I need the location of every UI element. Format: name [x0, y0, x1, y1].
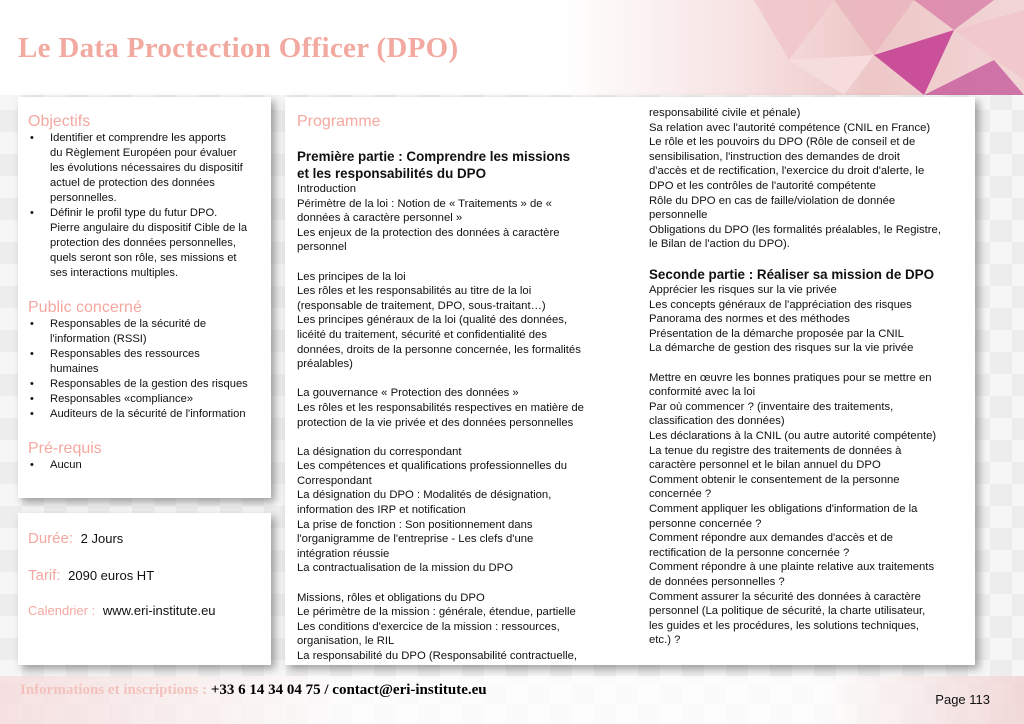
audience-list — [28, 317, 268, 422]
price-value: 2090 euros HT — [68, 568, 155, 583]
programme-line: Missions, rôles et obligations du DPO — [297, 591, 485, 604]
audience-heading: Public concerné — [28, 299, 142, 316]
programme-part-heading: Première partie : Comprendre les missions — [297, 149, 571, 164]
list-item-line: • Identifier et comprendre les apports — [50, 132, 226, 144]
programme-line: organisation, le RIL — [297, 635, 395, 648]
programme-line: Par où commencer ? (inventaire des traitements, — [649, 400, 894, 413]
programme-line: conformité avec la loi — [649, 386, 756, 399]
programme-line: protection de la vie privée et des données personnelles — [297, 416, 574, 429]
list-item-line: ses interactions multiples. — [50, 267, 179, 279]
list-item-line: • Responsables de la gestion des risques — [50, 378, 248, 390]
list-item-line: l'information (RSSI) — [50, 333, 147, 345]
programme-column-2 — [649, 106, 971, 648]
list-item-line: • Définir le profil type du futur DPO. — [50, 207, 218, 219]
programme-line: données, droits de la personne concernée, les formalités — [297, 343, 581, 356]
programme-line: Les principes de la loi — [297, 270, 406, 283]
programme-line: Rôle du DPO en cas de faille/violation de donnée — [649, 194, 896, 207]
list-item — [28, 458, 268, 473]
programme-line: Présentation de la démarche proposée par la CNIL — [649, 327, 904, 340]
objectives-heading: Objectifs — [28, 113, 91, 130]
calendar-link[interactable]: www.eri-institute.eu — [102, 603, 216, 618]
programme-line: Comment assurer la sécurité des données à caractère — [649, 590, 921, 603]
list-item-line: • Auditeurs de la sécurité de l'information — [50, 408, 246, 420]
list-item-line: • Responsables «compliance» — [50, 393, 194, 405]
programme-line: Mettre en œuvre les bonnes pratiques pour se mettre en — [649, 371, 932, 384]
pricing-panel — [18, 513, 271, 665]
programme-line: Comment appliquer les obligations d'information de la — [649, 502, 918, 515]
programme-panel — [285, 97, 975, 665]
programme-line: d'accès et de rectification, l'exercice du droit d'alerte, le — [649, 165, 925, 178]
programme-line: La responsabilité du DPO (Responsabilité contractuelle, — [297, 650, 578, 662]
decorative-polygons — [694, 0, 1024, 95]
programme-line: responsabilité civile et pénale) — [649, 107, 801, 119]
programme-line: l'organigramme de l'entreprise - Les clefs d'une — [297, 533, 534, 546]
programme-line: Obligations du DPO (les formalités préalables, le Registre, — [649, 223, 941, 236]
programme-line: Les rôles et les responsabilités respectives en matière de — [297, 401, 584, 414]
programme-line: La désignation du correspondant — [297, 445, 462, 458]
list-item-line: quels seront son rôle, ses missions et — [50, 252, 237, 264]
programme-line: personne concernée ? — [649, 517, 762, 530]
programme-line: Correspondant — [297, 474, 372, 487]
programme-line: Les principes généraux de la loi (qualité des données, — [297, 314, 568, 327]
programme-line: Le rôle et les pouvoirs du DPO (Rôle de conseil et de — [649, 136, 916, 149]
list-item-line: protection des données personnelles, — [50, 237, 236, 249]
programme-heading: Programme — [297, 113, 381, 130]
list-item — [28, 377, 268, 392]
price-row — [28, 567, 154, 584]
programme-line: classification des données) — [649, 415, 785, 428]
spacer — [649, 356, 971, 371]
list-item-line: les évolutions nécessaires du dispositif — [50, 162, 243, 174]
list-item-line: du Règlement Européen pour évaluer — [50, 147, 237, 159]
programme-line: La démarche de gestion des risques sur la vie privée — [649, 342, 914, 355]
programme-line: caractère personnel et le bilan annuel du DPO — [649, 459, 881, 472]
programme-part-heading: Seconde partie : Réaliser sa mission de DPO — [649, 266, 935, 282]
page-number: Page 113 — [935, 692, 990, 707]
programme-line: Le périmètre de la mission : générale, étendue, partielle — [297, 606, 576, 619]
prerequisites-heading: Pré-requis — [28, 440, 102, 457]
list-item-line: • Responsables de la sécurité de — [50, 318, 207, 330]
programme-line: Les conditions d'exercice de la mission : ressources, — [297, 620, 560, 633]
list-item-line: humaines — [50, 363, 99, 375]
programme-line: licéité du traitement, sécurité et confidentialité des — [297, 328, 547, 341]
programme-line: les guides et les procédures, les solutions techniques, — [649, 619, 920, 632]
list-item — [28, 206, 268, 281]
programme-line: DPO et les contrôles de l'autorité compétente — [649, 179, 876, 192]
programme-line: Les enjeux de la protection des données à caractère — [297, 226, 560, 239]
contact-footer — [20, 682, 487, 699]
spacer — [297, 372, 637, 387]
programme-line: Sa relation avec l'autorité compétence (CNIL en France) — [649, 121, 931, 134]
programme-part-heading: et les responsabilités du DPO — [297, 165, 487, 181]
programme-line: données à caractère personnel » — [297, 212, 463, 225]
list-item-line: personnelles. — [50, 192, 117, 204]
programme-line: sensibilisation, l'instruction des demandes de droit — [649, 150, 900, 163]
programme-line: intégration réussie — [297, 547, 390, 560]
programme-line: personnelle — [649, 209, 708, 222]
contact-label: Informations et inscriptions : — [20, 682, 208, 698]
spacer — [649, 252, 971, 267]
programme-line: de données personnelles ? — [649, 575, 785, 588]
list-item — [28, 131, 268, 206]
calendar-label: Calendrier : — [28, 603, 96, 618]
programme-line: Comment répondre à une plainte relative aux traitements — [649, 561, 935, 574]
programme-line: concernée ? — [649, 488, 712, 501]
contact-value[interactable]: +33 6 14 34 04 75 / contact@eri-institute.eu — [210, 682, 487, 698]
spacer — [297, 430, 637, 445]
duration-row — [28, 530, 123, 547]
prerequisites-list — [28, 458, 268, 473]
programme-line: Les rôles et les responsabilités au titre de la loi — [297, 285, 532, 298]
list-item-line: actuel de protection des données — [50, 177, 215, 189]
programme-line: Panorama des normes et des méthodes — [649, 313, 850, 326]
programme-line: Comment répondre aux demandes d'accès et de — [649, 532, 893, 545]
list-item — [28, 317, 268, 347]
programme-column-1 — [297, 149, 637, 664]
programme-line: La gouvernance « Protection des données » — [297, 387, 519, 400]
programme-line: La désignation du DPO : Modalités de désignation, — [297, 489, 552, 502]
programme-line: Les déclarations à la CNIL (ou autre autorité compétente) — [649, 429, 937, 442]
price-label: Tarif: — [28, 567, 61, 584]
spacer — [297, 255, 637, 270]
list-item — [28, 407, 268, 422]
duration-value: 2 Jours — [80, 531, 124, 546]
programme-line: Introduction — [297, 183, 357, 195]
objectives-panel — [18, 97, 271, 498]
programme-line: La prise de fonction : Son positionnement dans — [297, 518, 533, 531]
programme-line: etc.) ? — [649, 634, 681, 647]
programme-line: Périmètre de la loi : Notion de « Traitements » de « — [297, 197, 552, 210]
objectives-list — [28, 131, 268, 281]
programme-line: information des IRP et notification — [297, 504, 466, 517]
programme-line: personnel (La politique de sécurité, la charte utilisateur, — [649, 605, 926, 618]
calendar-row — [28, 603, 216, 618]
programme-line: Les compétences et qualifications professionnelles du — [297, 460, 568, 473]
programme-line: Apprécier les risques sur la vie privée — [649, 284, 837, 297]
programme-line: La tenue du registre des traitements de données à — [649, 444, 902, 457]
programme-line: (responsable de traitement, DPO, sous-traitant…) — [297, 299, 546, 312]
list-item-line: • Responsables des ressources — [50, 348, 200, 360]
programme-line: La contractualisation de la mission du DPO — [297, 562, 514, 575]
page-title: Le Data Proctection Officer (DPO) — [18, 32, 459, 64]
programme-line: personnel — [297, 241, 347, 254]
list-item-line: Pierre angulaire du dispositif Cible de la — [50, 222, 248, 234]
spacer — [297, 576, 637, 591]
programme-line: le Bilan de l'action du DPO). — [649, 238, 790, 251]
programme-line: rectification de la personne concernée ? — [649, 546, 850, 559]
list-item — [28, 392, 268, 407]
programme-line: préalables) — [297, 358, 353, 371]
programme-line: Les concepts généraux de l'appréciation des risques — [649, 298, 912, 311]
list-item — [28, 347, 268, 377]
list-item-line: • Aucun — [50, 459, 82, 471]
programme-line: Comment obtenir le consentement de la personne — [649, 473, 900, 486]
duration-label: Durée: — [28, 530, 74, 547]
